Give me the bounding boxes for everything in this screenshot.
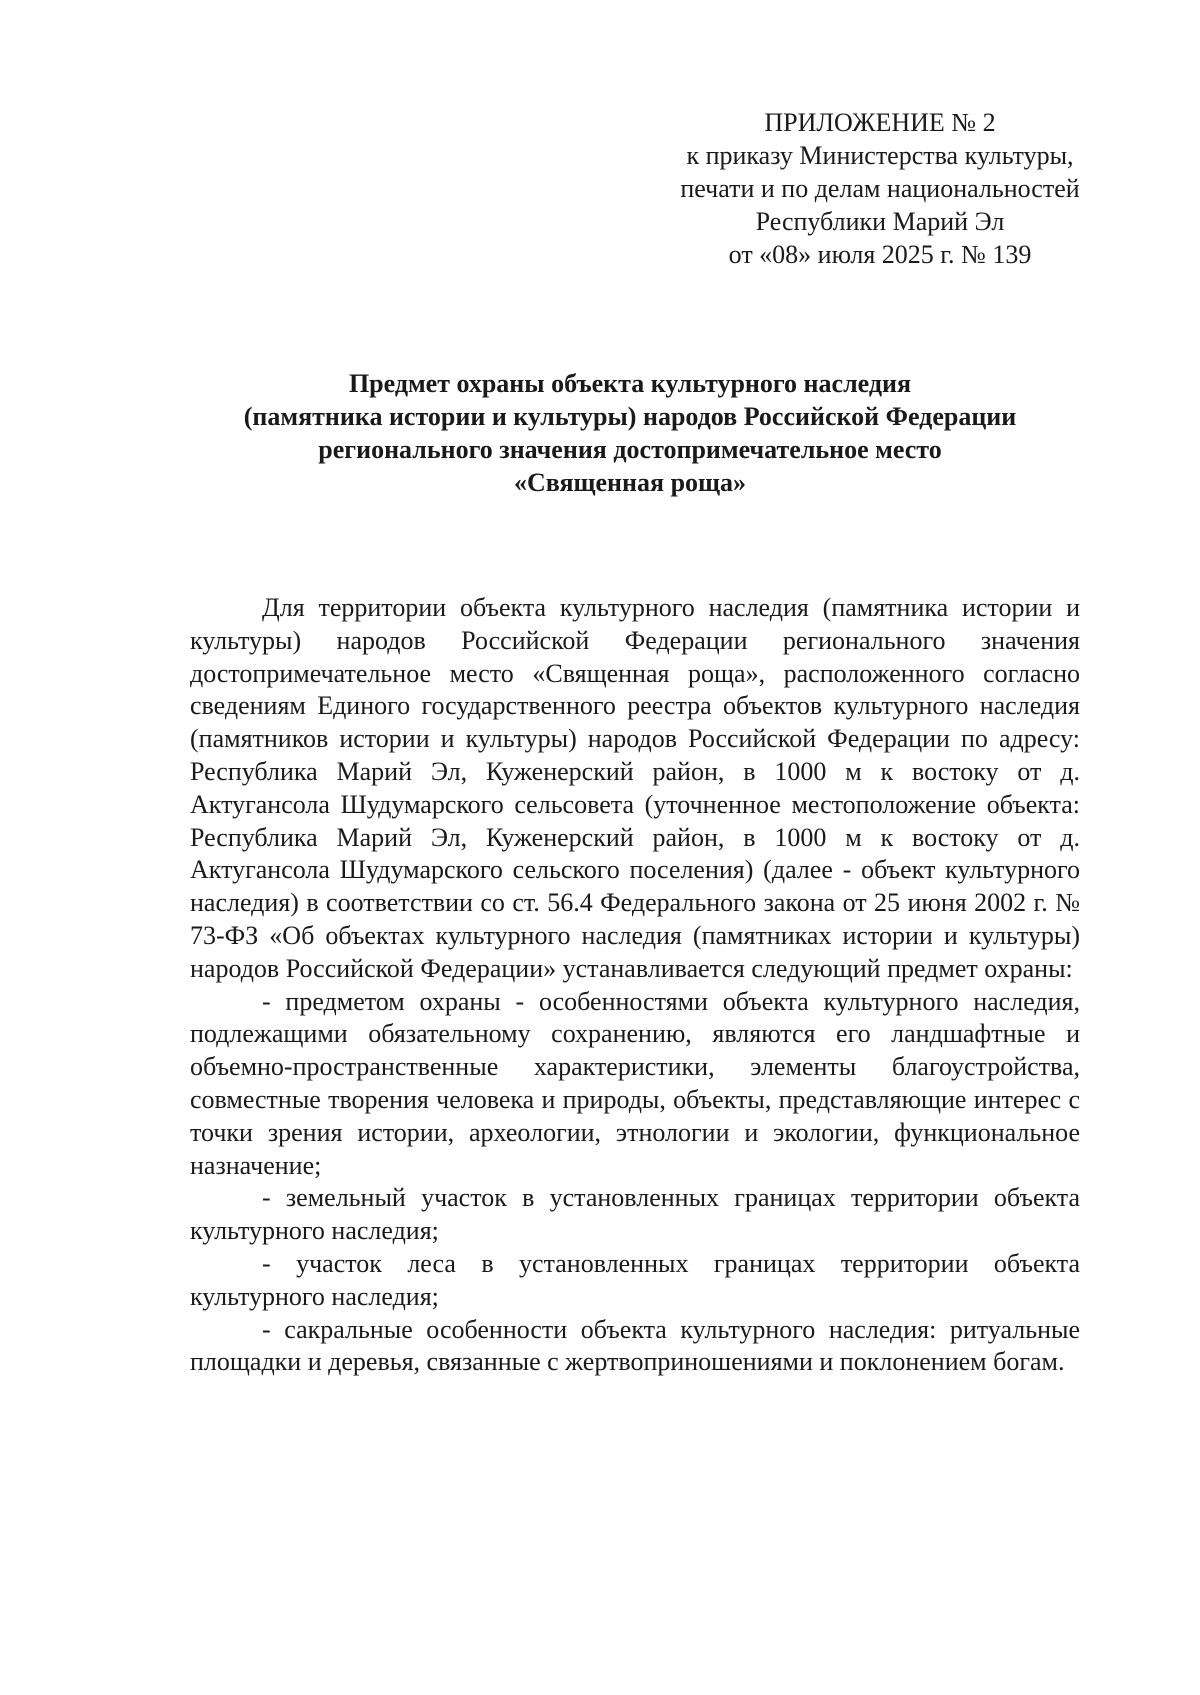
protection-item-land-plot: - земельный участок в установленных границах территории объекта культурного наследия; bbox=[190, 1183, 1080, 1246]
appendix-number: ПРИЛОЖЕНИЕ № 2 bbox=[764, 108, 996, 137]
intro-paragraph: Для территории объекта культурного наследия (памятника истории и культуры) народов Российской Федерации регионального значения достопримечательное место «Священная роща», расположенного согласно сведениям Единого государственного реестра объектов культурного наследия (памятников истории и культуры) народов Российской Федерации по адресу: Республика Марий Эл, Куженерский район, в 1000 м к востоку от д. Актугансола Шудумарского сельсовета (уточненное местоположение объекта: Республика Марий Эл, Куженерский район, в 1000 м к востоку от д. Актугансола Шудумарского сельского поселения) (далее - объект культурного наследия) в соответствии со ст. 56.4 Федерального закона от 25 июня 2002 г. № 73-ФЗ «Об объектах культурного наследия (памятниках истории и культуры) народов Российской Федерации» устанавливается следующий предмет охраны: bbox=[190, 593, 1080, 983]
protection-item-features: - предметом охраны - особенностями объекта культурного наследия, подлежащими обязательному сохранению, являются его ландшафтные и объемно-пространственные характеристики, элементы благоустройства, совместные творения человека и природы, объекты, представляющие интерес с точки зрения истории, археологии, этнологии и экологии, функциональное назначение; bbox=[190, 986, 1080, 1180]
protection-item-forest-plot: - участок леса в установленных границах территории объекта культурного наследия; bbox=[190, 1248, 1080, 1311]
title-line-4: «Священная роща» bbox=[514, 468, 746, 497]
appendix-order-line: к приказу Министерства культуры, bbox=[686, 141, 1074, 170]
title-line-3: регионального значения достопримечательное место bbox=[318, 435, 942, 464]
document-title bbox=[150, 367, 1110, 499]
protection-item-sacral-features: - сакральные особенности объекта культурного наследия: ритуальные площадки и деревья, связанные с жертвоприношениями и поклонением богам. bbox=[190, 1314, 1080, 1377]
appendix-date-line: от «08» июля 2025 г. № 139 bbox=[728, 240, 1032, 269]
title-line-1: Предмет охраны объекта культурного наследия bbox=[348, 369, 912, 398]
appendix-header bbox=[640, 106, 1120, 271]
appendix-ministry-line: печати и по делам национальностей bbox=[680, 174, 1080, 203]
document-body bbox=[190, 592, 1080, 1379]
title-line-2: (памятника истории и культуры) народов Российской Федерации bbox=[243, 402, 1017, 431]
appendix-republic-line: Республики Марий Эл bbox=[755, 207, 1005, 236]
